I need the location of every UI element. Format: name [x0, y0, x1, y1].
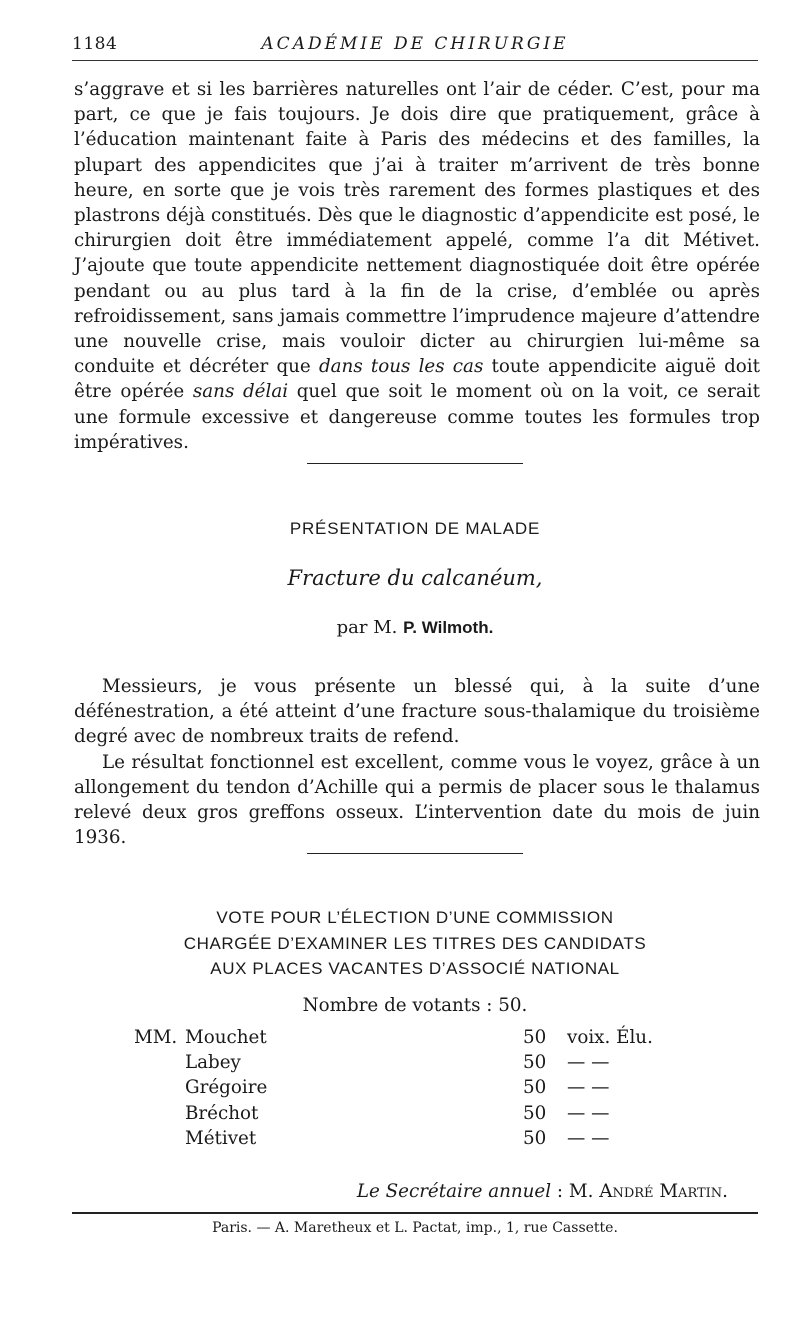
vote-count: 50 — [523, 1102, 547, 1124]
footer-rule — [72, 1212, 758, 1214]
continuation-text: s’aggrave et si les barrières naturelles ont l’air de céder. C’est, pour ma part, ce que je fais toujours. Je dois dire que pratiquement, grâce à l’éducation maintenant faite à Paris des médecins et des familles, la plupart des appendicites que j’ai à traiter m’arrivent de très bonne heure, en sorte que je vois très rarement des formes plastiques et des plastrons déjà constitués. Dès que le diagnostic d’appendicite est posé, le chirurgien doit être immédiatement appelé, comme l’a dit Métivet. J’ajoute que toute appendicite nettement diagnostiquée doit être opérée pendant ou au plus tard à la fin de la crise, d’emblée ou après refroidissement, sans jamais commettre l’imprudence majeure d’attendre une nouvelle crise, mais vouloir dicter au chirurgien lui-même sa conduite et décréter que — [74, 79, 760, 378]
vote-prefix: MM. — [134, 1027, 178, 1048]
vote-row — [134, 1052, 694, 1077]
vote-results — [134, 1027, 694, 1153]
vote-row — [134, 1027, 694, 1052]
author-prefix: par M. — [336, 617, 398, 638]
section-divider — [307, 853, 523, 854]
vote-count: 50 — [523, 1127, 547, 1149]
continuation-paragraph — [74, 77, 760, 455]
author-line — [72, 617, 758, 638]
body-paragraph: Messieurs, je vous présente un blessé qui, à la suite d’une défénestration, a été atteint d’une fracture sous-thalamique du troisième degré avec de nombreux traits de refend. — [74, 676, 760, 748]
presentation-body — [74, 674, 760, 850]
candidate-name: Grégoire — [185, 1077, 271, 1098]
candidate-name: Labey — [185, 1052, 245, 1073]
vote-heading-line: VOTE POUR L’ÉLECTION D’UNE COMMISSION — [216, 908, 614, 927]
article-title: Fracture du calcanéum, — [287, 566, 543, 590]
section-divider — [307, 463, 523, 464]
vote-heading-line: AUX PLACES VACANTES D’ASSOCIÉ NATIONAL — [210, 959, 620, 978]
page-number: 1184 — [72, 34, 118, 54]
body-paragraph: Le résultat fonctionnel est excellent, comme vous le voyez, grâce à un allongement du tendon d’Achille qui a permis de placer sous le thalamus relevé deux gros greffons osseux. L’intervention date du mois de juin 1936. — [74, 751, 760, 849]
vote-result: voix. Élu. — [567, 1027, 653, 1048]
candidate-name: Mouchet — [185, 1027, 271, 1048]
continuation-text: quel que soit le moment où on la voit, ce serait une formule excessive et dangereuse comme toutes les formules trop impératives. — [74, 381, 760, 453]
author-name: P. Wilmoth. — [403, 618, 494, 637]
printer-imprint: Paris. — A. Maretheux et L. Pactat, imp., 1, rue Cassette. — [212, 1220, 618, 1236]
vote-result: — — — [567, 1052, 610, 1074]
continuation-text: toute appendicite aiguë doit être opérée — [74, 356, 761, 403]
candidate-name: Bréchot — [185, 1103, 262, 1124]
vote-result: — — — [567, 1102, 610, 1124]
voter-count: Nombre de votants : 50. — [302, 995, 528, 1016]
vote-result: — — — [567, 1077, 610, 1099]
signature-name: M. André Martin. — [568, 1181, 728, 1202]
italic-phrase: sans délai — [192, 381, 289, 403]
section-heading: PRÉSENTATION DE MALADE — [289, 519, 541, 538]
vote-result: — — — [567, 1127, 610, 1149]
vote-count: 50 — [523, 1027, 547, 1048]
vote-row — [134, 1077, 694, 1102]
vote-row — [134, 1128, 694, 1153]
signature: Le Secrétaire annuel : M. André Martin. — [356, 1181, 728, 1202]
vote-row — [134, 1103, 694, 1128]
candidate-name: Métivet — [185, 1128, 260, 1149]
signature-role: Le Secrétaire annuel — [356, 1181, 552, 1202]
running-head: ACADÉMIE DE CHIRURGIE — [261, 34, 569, 54]
vote-count: 50 — [523, 1077, 547, 1099]
italic-phrase: dans tous les cas — [318, 356, 484, 378]
vote-heading — [72, 905, 758, 982]
vote-count: 50 — [523, 1052, 547, 1074]
vote-heading-line: CHARGÉE D’EXAMINER LES TITRES DES CANDIDATS — [183, 933, 647, 953]
header-rule — [72, 60, 758, 61]
page-header — [72, 34, 758, 58]
